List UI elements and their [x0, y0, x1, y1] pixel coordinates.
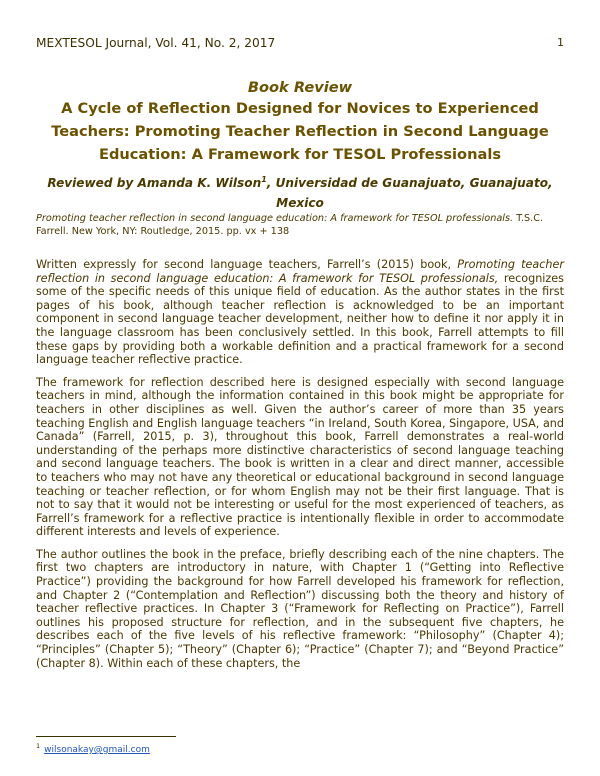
paragraph-text: Written expressly for second language teachers, Farrell’s (2015) book,	[36, 258, 458, 271]
section-kicker: Book Review	[247, 79, 353, 96]
footnote-mark: 1	[261, 175, 267, 184]
article-body	[36, 258, 564, 679]
footnote-divider	[36, 736, 176, 737]
paragraph-italic-title: Promoting teacher reflection in second language education: A framework for TESOL professionals,	[36, 258, 565, 285]
paragraph-text: recognizes some of the specific needs of this unique field of education. As the author states in the first pages of his book, although teacher reflection is acknowledged to be an important component in second language teacher development, neither how to define it nor apply it in the language classroom has been conclusively settled. In this book, Farrell attempts to fill these gaps by providing both a workable definition and a practical framework for a second language teacher reflective practice.	[36, 271, 564, 367]
citation-book-title: Promoting teacher reflection in second language education: A framework for TESOL professionals.	[36, 213, 514, 224]
email-link[interactable]: wilsonakay@gmail.com	[44, 745, 150, 755]
paragraph: The framework for reflection described here is designed especially with second language teachers in mind, although the information contained in this book might be appropriate for teachers in other disciplines as well. Given the author’s career of more than 35 years teaching English and English language teachers “in Ireland, South Korea, Singapore, USA, and Canada” (Farrell, 2015, p. 3), throughout this book, Farrell demonstrates a real-world understanding of the perhaps more distinctive characteristics of second language teaching and second language teachers. The book is written in a clear and direct manner, accessible to teachers who may not have any theoretical or educational background in second language teaching or teacher reflection, or for whom English may not be their first language. That is not to say that it would not be interesting or useful for the most experienced of teachers, as Farrell’s framework for a reflective practice is intentionally flexible in order to accommodate different interests and levels of experience.	[36, 375, 564, 539]
book-citation	[36, 213, 564, 238]
reviewer-line	[30, 170, 570, 213]
footnote	[36, 742, 150, 755]
page-number: 1	[557, 36, 564, 49]
article-title: A Cycle of Reflection Designed for Novices to Experienced Teachers: Promoting Teacher Reflection in Second Language Education: A Framework for TESOL Professionals	[51, 100, 549, 163]
reviewer-affiliation: , Universidad de Guanajuato, Guanajuato, Mexico	[266, 176, 553, 211]
journal-citation: MEXTESOL Journal, Vol. 41, No. 2, 2017	[36, 36, 276, 50]
paragraph: The author outlines the book in the preface, briefly describing each of the nine chapters. The first two chapters are introductory in nature, with Chapter 1 (“Getting into Reflective Practice”) providing the background for how Farrell developed his framework for reflection, and Chapter 2 (“Contemplation and Reflection”) discussing both the theory and history of teacher reflective practices. In Chapter 3 (“Framework for Reflecting on Practice”), Farrell outlines his proposed structure for reflection, and in the subsequent five chapters, he describes each of the five levels of his reflective framework: “Philosophy” (Chapter 4); “Principles” (Chapter 5); “Theory” (Chapter 6); “Practice” (Chapter 7); and “Beyond Practice” (Chapter 8). Within each of these chapters, the	[36, 547, 564, 670]
citation-details: T.S.C. Farrell. New York, NY: Routledge, 2015. pp. vx + 138	[36, 213, 544, 237]
reviewer-name: Reviewed by Amanda K. Wilson	[47, 176, 262, 191]
paragraph	[36, 258, 564, 367]
footnote-number: 1	[36, 742, 41, 750]
